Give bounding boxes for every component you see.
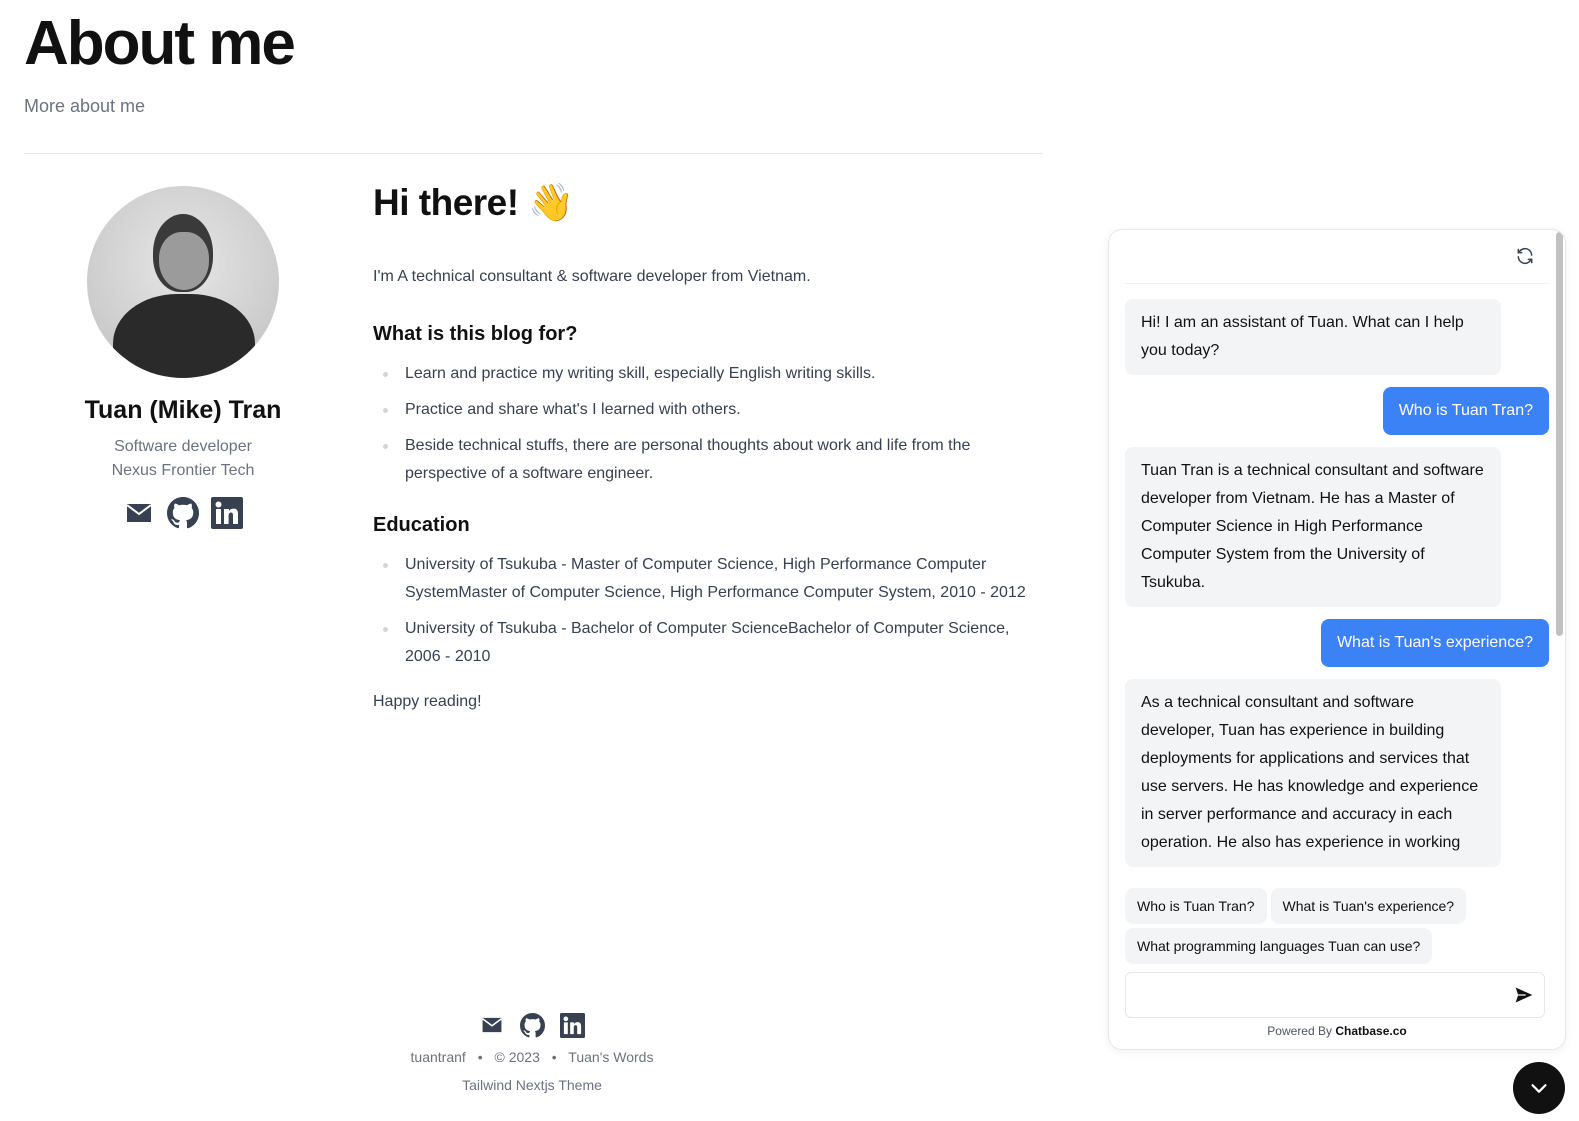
footer-separator: • [477, 1049, 483, 1065]
intro-text: I'm A technical consultant & software developer from Vietnam. [373, 268, 811, 285]
chat-scrollbar[interactable] [1556, 232, 1563, 636]
footer-social-links [373, 1011, 691, 1039]
mail-icon[interactable] [477, 1011, 507, 1039]
chat-input-box [1125, 972, 1545, 1018]
chat-messages[interactable] [1125, 299, 1549, 874]
profile-name: Tuan (Mike) Tran [84, 396, 282, 424]
outro-text: Happy reading! [373, 693, 482, 710]
education-list [373, 551, 1033, 671]
chat-widget [1108, 229, 1566, 1050]
github-icon[interactable] [167, 497, 199, 529]
chat-header [1125, 230, 1549, 284]
chevron-down-icon [1528, 1077, 1550, 1099]
footer-theme-link[interactable]: Tailwind Nextjs Theme [462, 1077, 602, 1093]
list-item: Learn and practice my writing skill, especially English writing skills. [373, 360, 1033, 388]
profile-card [24, 186, 342, 529]
powered-prefix: Powered By [1267, 1024, 1332, 1038]
header-divider [24, 153, 1042, 154]
list-item: Practice and share what's I learned with others. [373, 396, 1033, 424]
suggestion-chips [1125, 888, 1545, 964]
linkedin-icon[interactable] [211, 497, 243, 529]
user-message: What is Tuan's experience? [1321, 619, 1549, 667]
about-content [373, 182, 1033, 711]
footer-site-link[interactable]: Tuan's Words [568, 1049, 654, 1065]
blog-purpose-heading: What is this blog for? [373, 323, 578, 345]
powered-brand-link[interactable]: Chatbase.co [1335, 1024, 1407, 1038]
footer-meta [373, 1049, 691, 1065]
list-item: Beside technical stuffs, there are personal thoughts about work and life from the perspective of a software engineer. [373, 432, 1033, 488]
linkedin-icon[interactable] [557, 1011, 587, 1039]
blog-purpose-list [373, 360, 1033, 488]
user-message: Who is Tuan Tran? [1383, 387, 1549, 435]
profile-company: Nexus Frontier Tech [111, 462, 255, 479]
footer-author: tuantranf [410, 1049, 466, 1065]
profile-role: Software developer [114, 438, 252, 455]
site-footer [373, 1011, 691, 1093]
page-subtitle: More about me [24, 96, 146, 116]
chat-message-input[interactable] [1136, 973, 1500, 1015]
avatar [87, 186, 279, 378]
footer-copyright: © 2023 [494, 1049, 540, 1065]
greeting-heading: Hi there! 👋 [373, 182, 574, 223]
suggestion-chip[interactable]: What is Tuan's experience? [1271, 888, 1467, 924]
github-icon[interactable] [517, 1011, 547, 1039]
profile-social-links [24, 497, 342, 529]
footer-separator: • [551, 1049, 557, 1065]
chat-toggle-button[interactable] [1513, 1062, 1565, 1114]
education-heading: Education [373, 514, 470, 536]
bot-message: Hi! I am an assistant of Tuan. What can I help you today? [1125, 299, 1501, 375]
powered-by [1109, 1024, 1565, 1038]
send-icon[interactable] [1514, 985, 1534, 1005]
page-title: About me [24, 9, 294, 78]
bot-message: As a technical consultant and software developer, Tuan has experience in building deployments for applications and services that use servers. He has knowledge and experience in server performance and accuracy in each operation. He also has experience in working [1125, 679, 1501, 867]
list-item: University of Tsukuba - Master of Computer Science, High Performance Computer SystemMaster of Computer Science, High Performance Computer System, 2010 - 2012 [373, 551, 1033, 607]
suggestion-chip[interactable]: What programming languages Tuan can use? [1125, 928, 1432, 964]
mail-icon[interactable] [123, 497, 155, 529]
list-item: University of Tsukuba - Bachelor of Computer ScienceBachelor of Computer Science, 2006 - 2010 [373, 615, 1033, 671]
suggestion-chip[interactable]: Who is Tuan Tran? [1125, 888, 1267, 924]
bot-message: Tuan Tran is a technical consultant and software developer from Vietnam. He has a Master of Computer Science in High Performance Computer System from the University of Tsukuba. [1125, 447, 1501, 607]
refresh-icon[interactable] [1515, 246, 1535, 266]
